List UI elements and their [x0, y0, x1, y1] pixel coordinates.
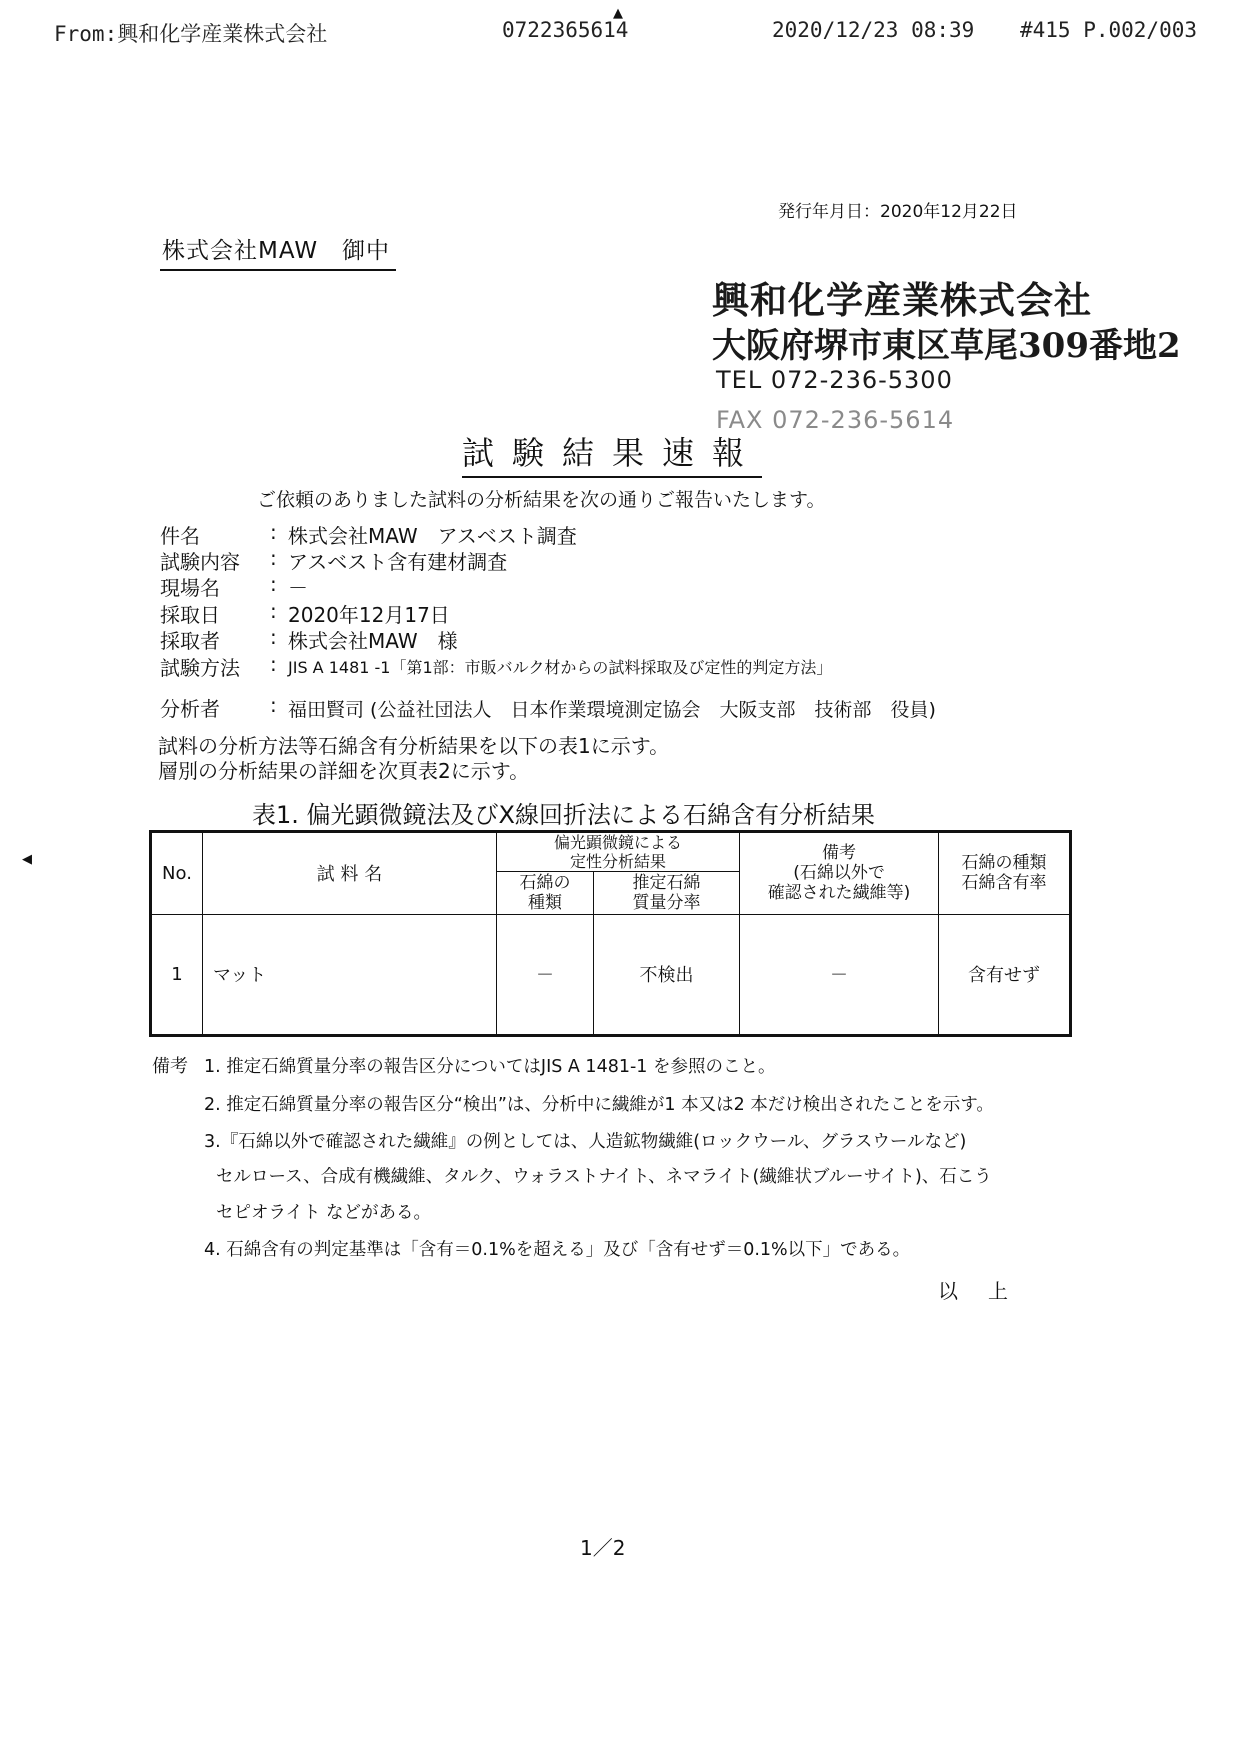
header-remarks-line: 確認された繊維等) — [767, 883, 911, 904]
results-table — [149, 830, 1072, 1037]
issue-date: 発行年月日：2020年12月22日 — [778, 202, 1018, 222]
cell-asbestos-type: － — [497, 914, 594, 1035]
info-value-sampling-date: 2020年12月17日 — [288, 603, 450, 627]
intro-text: ご依頼のありました試料の分析結果を次の通りご報告いたします。 — [257, 489, 826, 511]
info-label-sampling-date: 採取日 — [160, 603, 220, 627]
fax-number: 0722365614 — [502, 18, 629, 42]
info-colon: : — [270, 599, 277, 623]
stamp-company-name: 興和化学産業株式会社 — [712, 278, 1092, 322]
note-line: 2. 推定石綿質量分率の報告区分“検出”は、分析中に繊維が1 本又は2 本だけ検出されたことを示す。 — [204, 1095, 994, 1115]
note-line: 3.『石綿以外で確認された繊維』の例としては、人造鉱物繊維(ロックウール、グラスウールなど) — [204, 1132, 967, 1152]
header-asbestos-type-line: 種類 — [528, 893, 562, 914]
info-label-subject: 件名 — [160, 524, 200, 548]
stamp-address: 大阪府堺市東区草尾309番地2 — [712, 326, 1181, 366]
header-mass-fraction-line: 推定石綿 — [632, 873, 701, 894]
cell-mass-fraction: 不検出 — [594, 914, 740, 1035]
info-label-test-method: 試験方法 — [160, 656, 240, 680]
fax-page-info: #415 P.002/003 — [1020, 18, 1198, 42]
table-row — [151, 914, 1071, 1035]
summary-line: 層別の分析結果の詳細を次頁表2に示す。 — [158, 759, 530, 783]
fax-sender: From:興和化学産業株式会社 — [54, 22, 328, 46]
info-value-test-method: JIS A 1481 -1「第1部：市販バルク材からの試料採取及び定性的判定方法」 — [288, 658, 833, 677]
info-colon: : — [270, 625, 277, 649]
info-colon: : — [270, 546, 277, 570]
header-remarks — [740, 832, 939, 915]
note-line: セルロース、合成有機繊維、タルク、ウォラストナイト、ネマライト(繊維状ブルーサイト)、石こう — [216, 1167, 992, 1187]
header-no: No. — [151, 832, 203, 915]
triangle-left-icon: ◀ — [22, 852, 32, 867]
closing-remark: 以上 — [938, 1279, 1038, 1303]
info-colon: : — [270, 693, 277, 717]
page-number: 1／2 — [580, 1536, 626, 1560]
note-line: 4. 石綿含有の判定基準は「含有＝0.1%を超える」及び「含有せず＝0.1%以下」である。 — [204, 1240, 911, 1260]
header-plm-line: 定性分析結果 — [570, 852, 667, 872]
document-title: 試験結果速報 — [462, 428, 762, 478]
triangle-up-icon: ▲ — [613, 6, 623, 21]
info-value-subject: 株式会社MAW アスベスト調査 — [288, 524, 577, 548]
info-label-test-content: 試験内容 — [160, 550, 240, 574]
header-final-result — [939, 832, 1071, 915]
note-line: セピオライト などがある。 — [216, 1203, 432, 1223]
info-value-site: － — [288, 576, 308, 600]
notes-label: 備考 — [152, 1056, 188, 1077]
header-remarks-line: (石綿以外で — [793, 863, 885, 884]
info-value-sampler: 株式会社MAW 様 — [288, 629, 458, 653]
info-colon: : — [270, 572, 277, 596]
header-mass-fraction-line: 質量分率 — [632, 893, 701, 914]
header-final-line: 石綿の種類 — [961, 853, 1047, 874]
header-sample-name: 試 料 名 — [203, 832, 497, 915]
info-label-analyst: 分析者 — [160, 697, 220, 721]
info-value-analyst: 福田賢司 (公益社団法人 日本作業環境測定協会 大阪支部 技術部 役員) — [288, 699, 936, 721]
stamp-fax: FAX 072-236-5614 — [716, 406, 955, 434]
header-asbestos-type — [497, 872, 594, 914]
header-final-line: 石綿含有率 — [961, 873, 1047, 894]
cell-remarks: － — [740, 914, 939, 1035]
fax-datetime: 2020/12/23 08:39 — [772, 18, 975, 42]
header-plm — [497, 832, 740, 872]
info-value-test-content: アスベスト含有建材調査 — [288, 550, 508, 574]
note-line: 1. 推定石綿質量分率の報告区分についてはJIS A 1481-1 を参照のこと。 — [204, 1057, 776, 1077]
info-colon: : — [270, 520, 277, 544]
header-mass-fraction — [594, 872, 740, 914]
summary-line: 試料の分析方法等石綿含有分析結果を以下の表1に示す。 — [158, 734, 670, 758]
table-title: 表1. 偏光顕微鏡法及びX線回折法による石綿含有分析結果 — [252, 801, 875, 829]
recipient: 株式会社MAW 御中 — [160, 232, 396, 271]
header-plm-line: 偏光顕微鏡による — [554, 833, 683, 853]
info-label-sampler: 採取者 — [160, 629, 220, 653]
stamp-tel: TEL 072-236-5300 — [716, 366, 953, 394]
cell-sample-name: マット — [203, 914, 497, 1035]
info-colon: : — [270, 652, 277, 676]
header-asbestos-type-line: 石綿の — [519, 873, 571, 894]
cell-no: 1 — [151, 914, 203, 1035]
header-remarks-line: 備考 — [822, 843, 857, 864]
info-label-site: 現場名 — [160, 576, 220, 600]
cell-result: 含有せず — [939, 914, 1071, 1035]
